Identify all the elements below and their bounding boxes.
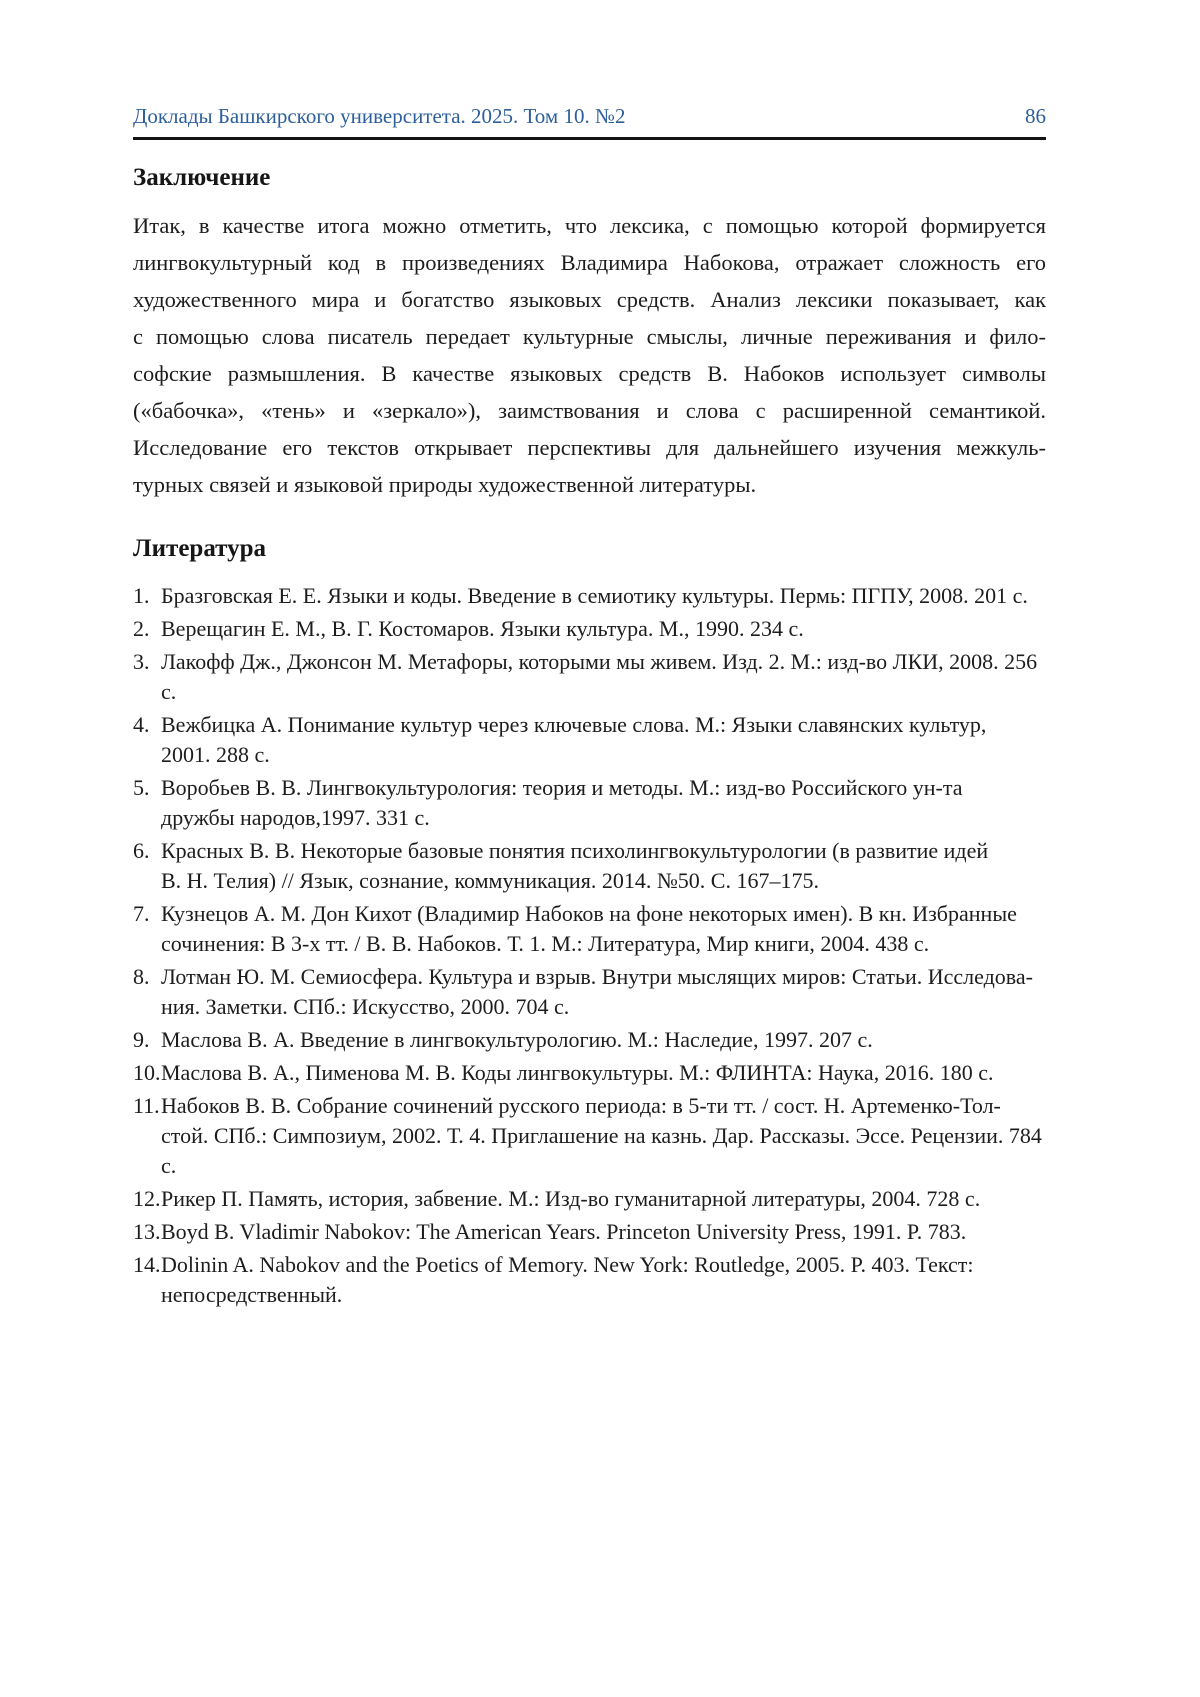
reference-number: 4. [133, 712, 150, 737]
references-list [133, 581, 1046, 1310]
reference-number: 2. [133, 616, 150, 641]
paragraph-line: с помощью слова писатель передает культурные смыслы, личные переживания и фило- [133, 324, 1046, 349]
paragraph-line: Исследование его текстов открывает перспективы для дальнейшего изучения межкуль- [133, 435, 1046, 460]
reference-line: В. Н. Телия) // Язык, сознание, коммуникация. 2014. №50. С. 167–175. [161, 868, 819, 893]
reference-item [133, 1025, 1046, 1055]
reference-item [133, 1058, 1046, 1088]
reference-text [161, 647, 1046, 707]
reference-line: Маслова В. А., Пименова М. В. Коды лингвокультуры. М.: ФЛИНТА: Наука, 2016. 180 с. [161, 1060, 994, 1085]
conclusion-heading: Заключение [133, 164, 271, 191]
reference-text [161, 710, 1046, 770]
reference-item [133, 1217, 1046, 1247]
reference-number: 7. [133, 901, 150, 926]
reference-line: дружбы народов,1997. 331 с. [161, 805, 430, 830]
reference-line: непосредственный. [161, 1282, 343, 1307]
reference-line: Dolinin A. Nabokov and the Poetics of Memory. New York: Routledge, 2005. P. 403. Текст: [161, 1252, 974, 1277]
reference-line: Верещагин Е. М., В. Г. Костомаров. Языки культура. М., 1990. 234 с. [161, 616, 804, 641]
reference-text [161, 1184, 1046, 1214]
reference-text [161, 773, 1046, 833]
reference-line: 2001. 288 с. [161, 742, 270, 767]
reference-line: Воробьев В. В. Лингвокультурология: теория и методы. М.: изд-во Российского ун-та [161, 775, 963, 800]
reference-line: Маслова В. А. Введение в лингвокультурологию. М.: Наследие, 1997. 207 с. [161, 1027, 873, 1052]
paragraph-line: («бабочка», «тень» и «зеркало»), заимствования и слова с расширенной семантикой. [133, 398, 1046, 423]
reference-number: 12. [133, 1186, 161, 1211]
paragraph-line: лингвокультурный код в произведениях Владимира Набокова, отражает сложность его [133, 250, 1046, 275]
header-rule [133, 137, 1046, 140]
reference-number: 11. [133, 1093, 160, 1118]
reference-item [133, 773, 1046, 833]
reference-line: Рикер П. Память, история, забвение. М.: Изд-во гуманитарной литературы, 2004. 728 с. [161, 1186, 981, 1211]
reference-item [133, 614, 1046, 644]
references-heading: Литература [133, 535, 267, 562]
paragraph-line: художественного мира и богатство языковых средств. Анализ лексики показывает, как [133, 287, 1046, 312]
reference-item [133, 836, 1046, 896]
page-number: 86 [1025, 104, 1046, 128]
reference-text [161, 1058, 1046, 1088]
reference-number: 6. [133, 838, 150, 863]
journal-title: Доклады Башкирского университета. 2025. Том 10. №2 [133, 104, 626, 128]
reference-line: стой. СПб.: Симпозиум, 2002. Т. 4. Приглашение на казнь. Дар. Рассказы. Эссе. Рецензии. 784 с. [161, 1123, 1042, 1178]
reference-number: 3. [133, 649, 150, 674]
reference-number: 10. [133, 1060, 161, 1085]
paragraph-line: Итак, в качестве итога можно отметить, что лексика, с помощью которой формируется [133, 213, 1046, 238]
reference-line: Кузнецов А. М. Дон Кихот (Владимир Набоков на фоне некоторых имен). В кн. Избранные [161, 901, 1017, 926]
reference-item [133, 1250, 1046, 1310]
reference-line: сочинения: В 3-х тт. / В. В. Набоков. Т. 1. М.: Литература, Мир книги, 2004. 438 с. [161, 931, 930, 956]
reference-number: 5. [133, 775, 150, 800]
reference-text [161, 614, 1046, 644]
reference-item [133, 962, 1046, 1022]
reference-item [133, 1184, 1046, 1214]
paragraph-line: софские размышления. В качестве языковых средств В. Набоков использует символы [133, 361, 1046, 386]
reference-text [161, 1025, 1046, 1055]
reference-line: Лотман Ю. М. Семиосфера. Культура и взрыв. Внутри мыслящих миров: Статьи. Исследова- [161, 964, 1033, 989]
reference-line: Boyd B. Vladimir Nabokov: The American Years. Princeton University Press, 1991. P. 783. [161, 1219, 967, 1244]
reference-number: 14. [133, 1252, 161, 1277]
reference-number: 1. [133, 583, 150, 608]
reference-line: Набоков В. В. Собрание сочинений русского периода: в 5-ти тт. / сост. Н. Артеменко-Тол- [161, 1093, 1001, 1118]
reference-line: Лакофф Дж., Джонсон М. Метафоры, которыми мы живем. Изд. 2. М.: изд-во ЛКИ, 2008. 256 с. [161, 649, 1038, 704]
paragraph-line: турных связей и языковой природы художественной литературы. [133, 472, 757, 497]
reference-text [161, 1250, 1046, 1310]
reference-text [161, 836, 1046, 896]
reference-text [161, 1217, 1046, 1247]
reference-text [161, 1091, 1046, 1181]
conclusion-paragraph [133, 207, 1046, 503]
reference-item [133, 647, 1046, 707]
reference-line: Бразговская Е. Е. Языки и коды. Введение в семиотику культуры. Пермь: ПГПУ, 2008. 201 с. [161, 583, 1028, 608]
reference-item [133, 899, 1046, 959]
reference-line: Вежбицка А. Понимание культур через ключевые слова. М.: Языки славянских культур, [161, 712, 987, 737]
reference-number: 13. [133, 1219, 161, 1244]
reference-item [133, 710, 1046, 770]
reference-item [133, 581, 1046, 611]
reference-line: Красных В. В. Некоторые базовые понятия психолингвокультурологии (в развитие идей [161, 838, 989, 863]
reference-line: ния. Заметки. СПб.: Искусство, 2000. 704 с. [161, 994, 570, 1019]
reference-number: 9. [133, 1027, 150, 1052]
reference-text [161, 962, 1046, 1022]
reference-text [161, 899, 1046, 959]
reference-text [161, 581, 1046, 611]
reference-number: 8. [133, 964, 150, 989]
reference-item [133, 1091, 1046, 1181]
page-header [133, 0, 1046, 128]
